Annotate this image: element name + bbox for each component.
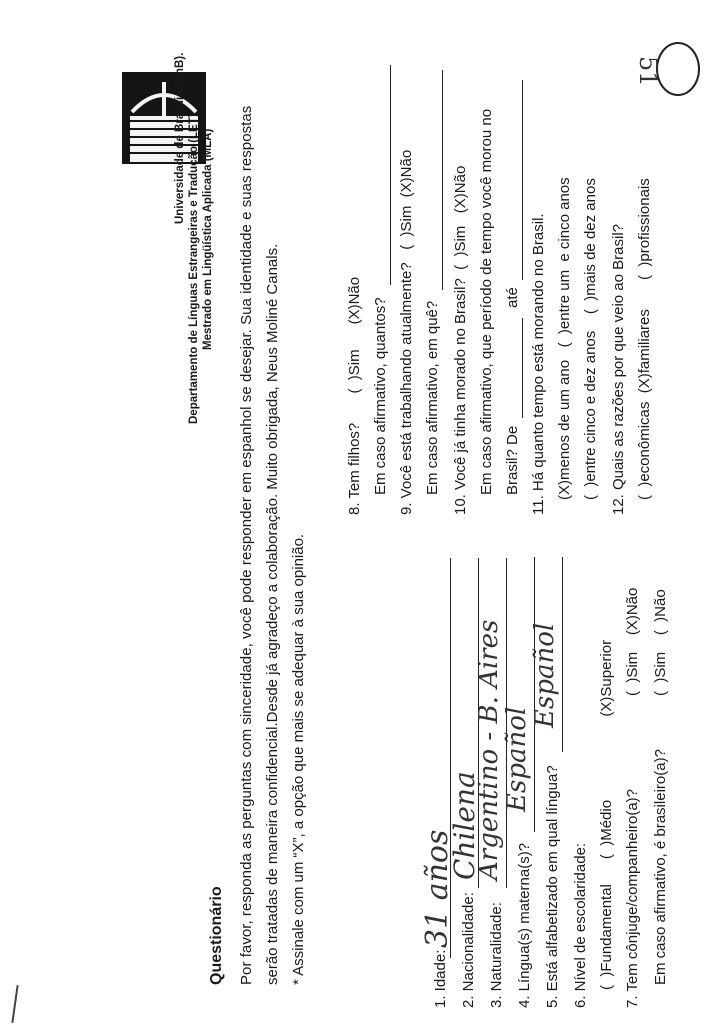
q3-label: 3. Naturalidade:: [488, 902, 505, 1008]
q10c-from-label: Brasil? De: [504, 425, 521, 495]
q9b-label: Em caso afirmativo, em quê?: [424, 300, 441, 495]
q9[interactable]: 9. Você está trabalhando atualmente? ( )Sim (X)Não: [398, 149, 415, 515]
q11: 11. Há quanto tempo está morando no Brasil.: [530, 213, 547, 515]
page-number-circle: [656, 42, 700, 96]
q6-label: 6. Nível de escolaridade:: [572, 842, 589, 1008]
header-university: Universidade de Brasília (UnB).: [174, 52, 186, 224]
q10c-to-label: até: [504, 287, 521, 308]
scan-mark: [11, 985, 18, 1023]
q4-answer[interactable]: Español: [502, 706, 532, 812]
q1-label: 1. Idade:: [432, 949, 449, 1008]
q7b-label: Em caso afirmativo, é brasileiro(a)?: [652, 749, 669, 985]
q1-answer[interactable]: 31 años: [420, 829, 455, 948]
q12-options[interactable]: ( )econômicas (X)familiares ( )profissionais: [636, 178, 653, 500]
q7-options[interactable]: ( )Sim (X)Não: [624, 587, 641, 696]
q10c-from-line[interactable]: [504, 318, 523, 418]
q10b: Em caso afirmativo, que período de tempo você morou no: [478, 108, 495, 495]
q7-label: 7. Tem cônjuge/companheiro(a)?: [624, 788, 641, 1008]
header-program: Mestrado em Lingüística Aplicada (MLA): [202, 128, 214, 350]
header-department: Departamento de Línguas Estrangeiras e Tradução (LET): [188, 113, 200, 424]
q2-answer[interactable]: Chilena: [448, 771, 481, 880]
q12: 12. Quais as razões por que veio ao Brasil?: [610, 224, 627, 515]
q8[interactable]: 8. Tem filhos? ( )Sim (X)Não: [346, 276, 363, 515]
intro-line-2: serão tratadas de maneira confidencial.Desde já agradeço a colaboração. Muito obrigada, Neus Moliné Canals.: [264, 243, 281, 985]
page-number: 51: [634, 56, 662, 87]
q10[interactable]: 10. Você já tinha morado no Brasil? ( )Sim (X)Não: [452, 165, 469, 515]
q8b-label: Em caso afirmativo, quantos?: [372, 297, 389, 495]
intro-instruction: * Assinale com um “X”, a opção que mais se adequar à sua opinião.: [290, 533, 307, 985]
questionnaire-title: Questionário: [208, 886, 225, 985]
q3-answer[interactable]: Argentino - B. Aires: [474, 619, 504, 880]
q6-options[interactable]: ( )Fundamental ( )Médio (X)Superior: [598, 639, 615, 990]
q10c-to-line[interactable]: [504, 80, 523, 280]
q5-answer[interactable]: Español: [530, 622, 560, 728]
q9b-answer-line[interactable]: [424, 70, 443, 290]
q11-options-2[interactable]: ( )entre cinco e dez anos ( )mais de dez anos: [582, 178, 599, 500]
q4-label: 4. Língua(s) materna(s)?: [516, 842, 533, 1008]
q7b-options[interactable]: ( )Sim ( )Não: [652, 589, 669, 696]
q8b-answer-line[interactable]: [372, 65, 391, 285]
q11-options-1[interactable]: (X)menos de um ano ( )entre um e cinco anos: [556, 177, 573, 500]
intro-line-1: Por favor, responda as perguntas com sinceridade, você pode responder em espanhol se desejar. Sua identidade e suas respostas: [238, 105, 255, 985]
q5-label: 5. Está alfabetizado em qual língua?: [544, 765, 561, 1008]
q2-label: 2. Nacionalidade:: [460, 892, 477, 1008]
